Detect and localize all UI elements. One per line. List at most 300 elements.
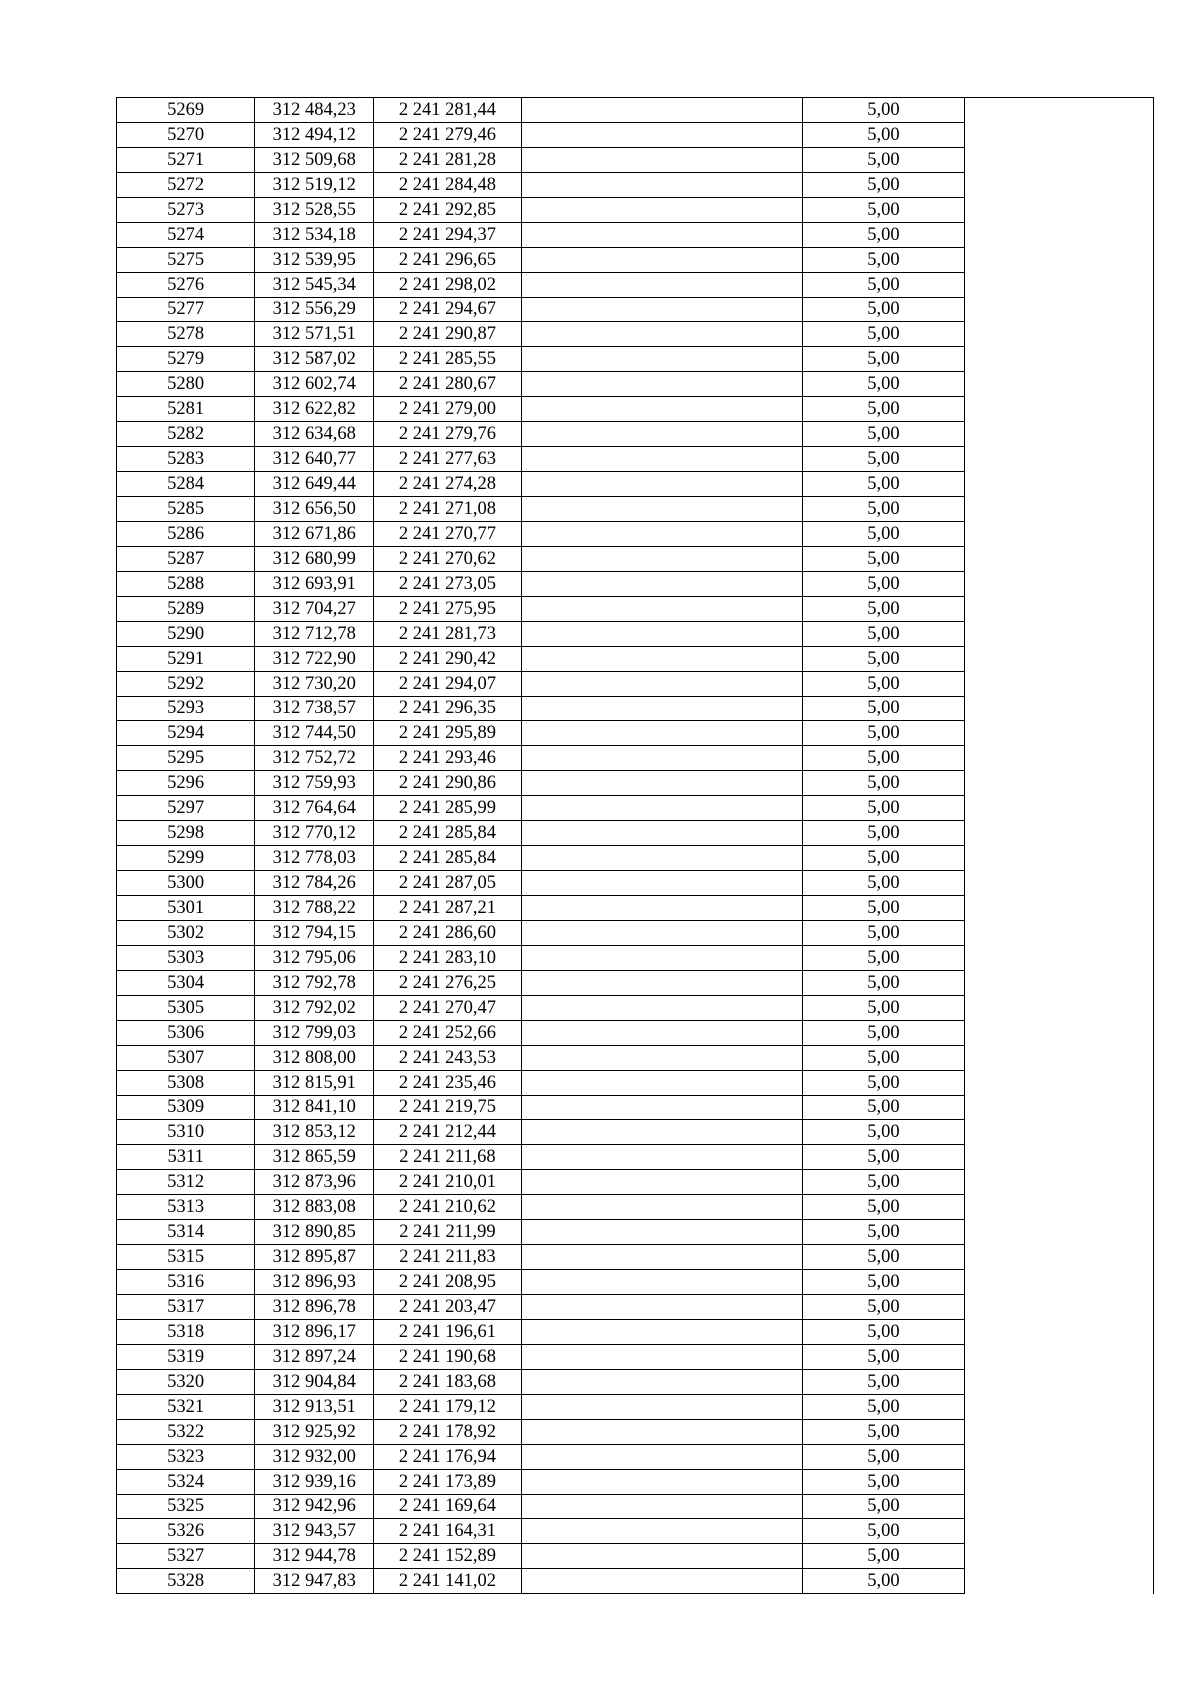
y-coordinate-cell: 2 241 279,00 [374,397,522,422]
accuracy-cell: 5,00 [802,297,965,322]
description-cell [521,197,802,222]
accuracy-cell: 5,00 [802,671,965,696]
description-cell [521,1344,802,1369]
description-cell [521,122,802,147]
note-cell [965,447,1154,472]
point-number-cell: 5280 [117,372,255,397]
note-cell [965,721,1154,746]
accuracy-cell: 5,00 [802,1319,965,1344]
point-number-cell: 5304 [117,970,255,995]
y-coordinate-cell: 2 241 178,92 [374,1419,522,1444]
x-coordinate-cell: 312 883,08 [255,1195,374,1220]
note-cell [965,347,1154,372]
y-coordinate-cell: 2 241 290,87 [374,322,522,347]
coordinates-table-body [117,98,1154,1594]
accuracy-cell: 5,00 [802,871,965,896]
note-cell [965,1120,1154,1145]
note-cell [965,98,1154,123]
y-coordinate-cell: 2 241 141,02 [374,1569,522,1594]
x-coordinate-cell: 312 656,50 [255,497,374,522]
y-coordinate-cell: 2 241 203,47 [374,1295,522,1320]
point-number-cell: 5325 [117,1494,255,1519]
y-coordinate-cell: 2 241 235,46 [374,1070,522,1095]
note-cell [965,821,1154,846]
point-number-cell: 5291 [117,646,255,671]
x-coordinate-cell: 312 778,03 [255,846,374,871]
table-row [117,771,1154,796]
table-row [117,247,1154,272]
description-cell [521,1444,802,1469]
y-coordinate-cell: 2 241 211,68 [374,1145,522,1170]
table-row [117,1569,1154,1594]
x-coordinate-cell: 312 509,68 [255,147,374,172]
note-cell [965,1145,1154,1170]
accuracy-cell: 5,00 [802,571,965,596]
point-number-cell: 5300 [117,871,255,896]
y-coordinate-cell: 2 241 152,89 [374,1544,522,1569]
table-row [117,1319,1154,1344]
description-cell [521,1369,802,1394]
x-coordinate-cell: 312 853,12 [255,1120,374,1145]
note-cell [965,920,1154,945]
point-number-cell: 5298 [117,821,255,846]
description-cell [521,746,802,771]
description-cell [521,896,802,921]
point-number-cell: 5299 [117,846,255,871]
y-coordinate-cell: 2 241 290,42 [374,646,522,671]
point-number-cell: 5323 [117,1444,255,1469]
accuracy-cell: 5,00 [802,447,965,472]
accuracy-cell: 5,00 [802,1569,965,1594]
accuracy-cell: 5,00 [802,1494,965,1519]
description-cell [521,1419,802,1444]
point-number-cell: 5326 [117,1519,255,1544]
table-row [117,1045,1154,1070]
point-number-cell: 5292 [117,671,255,696]
x-coordinate-cell: 312 730,20 [255,671,374,696]
description-cell [521,521,802,546]
x-coordinate-cell: 312 939,16 [255,1469,374,1494]
note-cell [965,1095,1154,1120]
note-cell [965,422,1154,447]
y-coordinate-cell: 2 241 275,95 [374,596,522,621]
description-cell [521,1519,802,1544]
y-coordinate-cell: 2 241 279,46 [374,122,522,147]
note-cell [965,472,1154,497]
point-number-cell: 5274 [117,222,255,247]
note-cell [965,771,1154,796]
point-number-cell: 5313 [117,1195,255,1220]
x-coordinate-cell: 312 799,03 [255,1020,374,1045]
table-row [117,696,1154,721]
y-coordinate-cell: 2 241 279,76 [374,422,522,447]
accuracy-cell: 5,00 [802,1344,965,1369]
accuracy-cell: 5,00 [802,497,965,522]
x-coordinate-cell: 312 897,24 [255,1344,374,1369]
accuracy-cell: 5,00 [802,1070,965,1095]
note-cell [965,1494,1154,1519]
point-number-cell: 5278 [117,322,255,347]
description-cell [521,422,802,447]
y-coordinate-cell: 2 241 270,77 [374,521,522,546]
y-coordinate-cell: 2 241 208,95 [374,1270,522,1295]
y-coordinate-cell: 2 241 277,63 [374,447,522,472]
description-cell [521,871,802,896]
point-number-cell: 5320 [117,1369,255,1394]
description-cell [521,98,802,123]
note-cell [965,372,1154,397]
accuracy-cell: 5,00 [802,846,965,871]
y-coordinate-cell: 2 241 290,86 [374,771,522,796]
description-cell [521,272,802,297]
point-number-cell: 5294 [117,721,255,746]
x-coordinate-cell: 312 634,68 [255,422,374,447]
accuracy-cell: 5,00 [802,521,965,546]
accuracy-cell: 5,00 [802,1170,965,1195]
note-cell [965,197,1154,222]
y-coordinate-cell: 2 241 296,35 [374,696,522,721]
x-coordinate-cell: 312 640,77 [255,447,374,472]
y-coordinate-cell: 2 241 281,44 [374,98,522,123]
point-number-cell: 5279 [117,347,255,372]
description-cell [521,347,802,372]
y-coordinate-cell: 2 241 173,89 [374,1469,522,1494]
description-cell [521,821,802,846]
table-row [117,447,1154,472]
point-number-cell: 5316 [117,1270,255,1295]
x-coordinate-cell: 312 947,83 [255,1569,374,1594]
x-coordinate-cell: 312 494,12 [255,122,374,147]
point-number-cell: 5297 [117,796,255,821]
note-cell [965,1220,1154,1245]
table-row [117,1295,1154,1320]
x-coordinate-cell: 312 545,34 [255,272,374,297]
y-coordinate-cell: 2 241 210,01 [374,1170,522,1195]
description-cell [521,1220,802,1245]
accuracy-cell: 5,00 [802,696,965,721]
accuracy-cell: 5,00 [802,646,965,671]
x-coordinate-cell: 312 841,10 [255,1095,374,1120]
accuracy-cell: 5,00 [802,247,965,272]
point-number-cell: 5318 [117,1319,255,1344]
table-row [117,1444,1154,1469]
y-coordinate-cell: 2 241 196,61 [374,1319,522,1344]
point-number-cell: 5311 [117,1145,255,1170]
x-coordinate-cell: 312 896,78 [255,1295,374,1320]
table-row [117,472,1154,497]
description-cell [521,1469,802,1494]
x-coordinate-cell: 312 873,96 [255,1170,374,1195]
point-number-cell: 5296 [117,771,255,796]
y-coordinate-cell: 2 241 176,94 [374,1444,522,1469]
note-cell [965,871,1154,896]
point-number-cell: 5295 [117,746,255,771]
description-cell [521,222,802,247]
accuracy-cell: 5,00 [802,945,965,970]
point-number-cell: 5327 [117,1544,255,1569]
note-cell [965,970,1154,995]
table-row [117,596,1154,621]
description-cell [521,1245,802,1270]
x-coordinate-cell: 312 925,92 [255,1419,374,1444]
accuracy-cell: 5,00 [802,322,965,347]
accuracy-cell: 5,00 [802,771,965,796]
accuracy-cell: 5,00 [802,1369,965,1394]
note-cell [965,272,1154,297]
table-row [117,347,1154,372]
table-row [117,746,1154,771]
y-coordinate-cell: 2 241 285,84 [374,846,522,871]
y-coordinate-cell: 2 241 292,85 [374,197,522,222]
y-coordinate-cell: 2 241 298,02 [374,272,522,297]
x-coordinate-cell: 312 913,51 [255,1394,374,1419]
note-cell [965,1344,1154,1369]
point-number-cell: 5321 [117,1394,255,1419]
table-row [117,172,1154,197]
table-row [117,571,1154,596]
y-coordinate-cell: 2 241 271,08 [374,497,522,522]
point-number-cell: 5276 [117,272,255,297]
table-row [117,970,1154,995]
coordinates-table [116,97,1154,1594]
y-coordinate-cell: 2 241 211,83 [374,1245,522,1270]
y-coordinate-cell: 2 241 270,47 [374,995,522,1020]
table-row [117,197,1154,222]
x-coordinate-cell: 312 759,93 [255,771,374,796]
table-row [117,796,1154,821]
x-coordinate-cell: 312 534,18 [255,222,374,247]
x-coordinate-cell: 312 865,59 [255,1145,374,1170]
note-cell [965,1020,1154,1045]
accuracy-cell: 5,00 [802,1220,965,1245]
accuracy-cell: 5,00 [802,1045,965,1070]
table-row [117,272,1154,297]
accuracy-cell: 5,00 [802,147,965,172]
x-coordinate-cell: 312 943,57 [255,1519,374,1544]
accuracy-cell: 5,00 [802,796,965,821]
x-coordinate-cell: 312 704,27 [255,596,374,621]
description-cell [521,696,802,721]
accuracy-cell: 5,00 [802,272,965,297]
point-number-cell: 5302 [117,920,255,945]
description-cell [521,1270,802,1295]
accuracy-cell: 5,00 [802,1544,965,1569]
description-cell [521,1319,802,1344]
y-coordinate-cell: 2 241 252,66 [374,1020,522,1045]
note-cell [965,322,1154,347]
note-cell [965,1569,1154,1594]
point-number-cell: 5317 [117,1295,255,1320]
note-cell [965,1419,1154,1444]
note-cell [965,1195,1154,1220]
y-coordinate-cell: 2 241 210,62 [374,1195,522,1220]
accuracy-cell: 5,00 [802,472,965,497]
note-cell [965,1270,1154,1295]
accuracy-cell: 5,00 [802,995,965,1020]
description-cell [521,397,802,422]
x-coordinate-cell: 312 792,02 [255,995,374,1020]
point-number-cell: 5324 [117,1469,255,1494]
x-coordinate-cell: 312 587,02 [255,347,374,372]
description-cell [521,771,802,796]
x-coordinate-cell: 312 808,00 [255,1045,374,1070]
table-row [117,1519,1154,1544]
note-cell [965,1544,1154,1569]
table-row [117,721,1154,746]
table-row [117,646,1154,671]
description-cell [521,1070,802,1095]
table-row [117,1394,1154,1419]
accuracy-cell: 5,00 [802,596,965,621]
note-cell [965,1519,1154,1544]
point-number-cell: 5271 [117,147,255,172]
description-cell [521,1494,802,1519]
description-cell [521,721,802,746]
description-cell [521,297,802,322]
table-row [117,995,1154,1020]
y-coordinate-cell: 2 241 179,12 [374,1394,522,1419]
accuracy-cell: 5,00 [802,970,965,995]
note-cell [965,1369,1154,1394]
note-cell [965,1245,1154,1270]
accuracy-cell: 5,00 [802,896,965,921]
description-cell [521,1195,802,1220]
y-coordinate-cell: 2 241 294,37 [374,222,522,247]
note-cell [965,621,1154,646]
accuracy-cell: 5,00 [802,1295,965,1320]
y-coordinate-cell: 2 241 287,21 [374,896,522,921]
x-coordinate-cell: 312 794,15 [255,920,374,945]
x-coordinate-cell: 312 602,74 [255,372,374,397]
table-row [117,671,1154,696]
description-cell [521,1045,802,1070]
table-row [117,1419,1154,1444]
table-row [117,422,1154,447]
y-coordinate-cell: 2 241 270,62 [374,546,522,571]
point-number-cell: 5312 [117,1170,255,1195]
accuracy-cell: 5,00 [802,172,965,197]
y-coordinate-cell: 2 241 294,67 [374,297,522,322]
table-row [117,945,1154,970]
description-cell [521,172,802,197]
description-cell [521,995,802,1020]
table-row [117,1369,1154,1394]
table-row [117,1270,1154,1295]
table-row [117,621,1154,646]
description-cell [521,1170,802,1195]
accuracy-cell: 5,00 [802,1270,965,1295]
table-row [117,322,1154,347]
y-coordinate-cell: 2 241 286,60 [374,920,522,945]
note-cell [965,945,1154,970]
point-number-cell: 5285 [117,497,255,522]
point-number-cell: 5319 [117,1344,255,1369]
note-cell [965,1469,1154,1494]
table-row [117,1494,1154,1519]
x-coordinate-cell: 312 722,90 [255,646,374,671]
note-cell [965,746,1154,771]
accuracy-cell: 5,00 [802,397,965,422]
point-number-cell: 5281 [117,397,255,422]
table-row [117,1544,1154,1569]
description-cell [521,497,802,522]
y-coordinate-cell: 2 241 273,05 [374,571,522,596]
x-coordinate-cell: 312 770,12 [255,821,374,846]
y-coordinate-cell: 2 241 274,28 [374,472,522,497]
description-cell [521,472,802,497]
y-coordinate-cell: 2 241 294,07 [374,671,522,696]
table-row [117,546,1154,571]
y-coordinate-cell: 2 241 280,67 [374,372,522,397]
note-cell [965,896,1154,921]
point-number-cell: 5288 [117,571,255,596]
x-coordinate-cell: 312 649,44 [255,472,374,497]
note-cell [965,397,1154,422]
note-cell [965,147,1154,172]
y-coordinate-cell: 2 241 243,53 [374,1045,522,1070]
y-coordinate-cell: 2 241 219,75 [374,1095,522,1120]
description-cell [521,1394,802,1419]
table-row [117,1120,1154,1145]
description-cell [521,596,802,621]
table-row [117,1095,1154,1120]
accuracy-cell: 5,00 [802,1145,965,1170]
point-number-cell: 5310 [117,1120,255,1145]
point-number-cell: 5289 [117,596,255,621]
note-cell [965,1070,1154,1095]
x-coordinate-cell: 312 680,99 [255,546,374,571]
note-cell [965,596,1154,621]
point-number-cell: 5273 [117,197,255,222]
accuracy-cell: 5,00 [802,721,965,746]
description-cell [521,372,802,397]
description-cell [521,1544,802,1569]
x-coordinate-cell: 312 752,72 [255,746,374,771]
note-cell [965,1045,1154,1070]
note-cell [965,796,1154,821]
table-row [117,372,1154,397]
accuracy-cell: 5,00 [802,1095,965,1120]
x-coordinate-cell: 312 556,29 [255,297,374,322]
accuracy-cell: 5,00 [802,821,965,846]
table-row [117,222,1154,247]
point-number-cell: 5328 [117,1569,255,1594]
y-coordinate-cell: 2 241 285,55 [374,347,522,372]
x-coordinate-cell: 312 788,22 [255,896,374,921]
note-cell [965,546,1154,571]
description-cell [521,247,802,272]
y-coordinate-cell: 2 241 276,25 [374,970,522,995]
point-number-cell: 5306 [117,1020,255,1045]
point-number-cell: 5275 [117,247,255,272]
description-cell [521,646,802,671]
note-cell [965,995,1154,1020]
accuracy-cell: 5,00 [802,1444,965,1469]
description-cell [521,147,802,172]
table-row [117,122,1154,147]
accuracy-cell: 5,00 [802,347,965,372]
accuracy-cell: 5,00 [802,1469,965,1494]
point-number-cell: 5284 [117,472,255,497]
table-row [117,1020,1154,1045]
x-coordinate-cell: 312 484,23 [255,98,374,123]
note-cell [965,297,1154,322]
table-row [117,821,1154,846]
table-row [117,397,1154,422]
point-number-cell: 5315 [117,1245,255,1270]
table-row [117,920,1154,945]
description-cell [521,1569,802,1594]
